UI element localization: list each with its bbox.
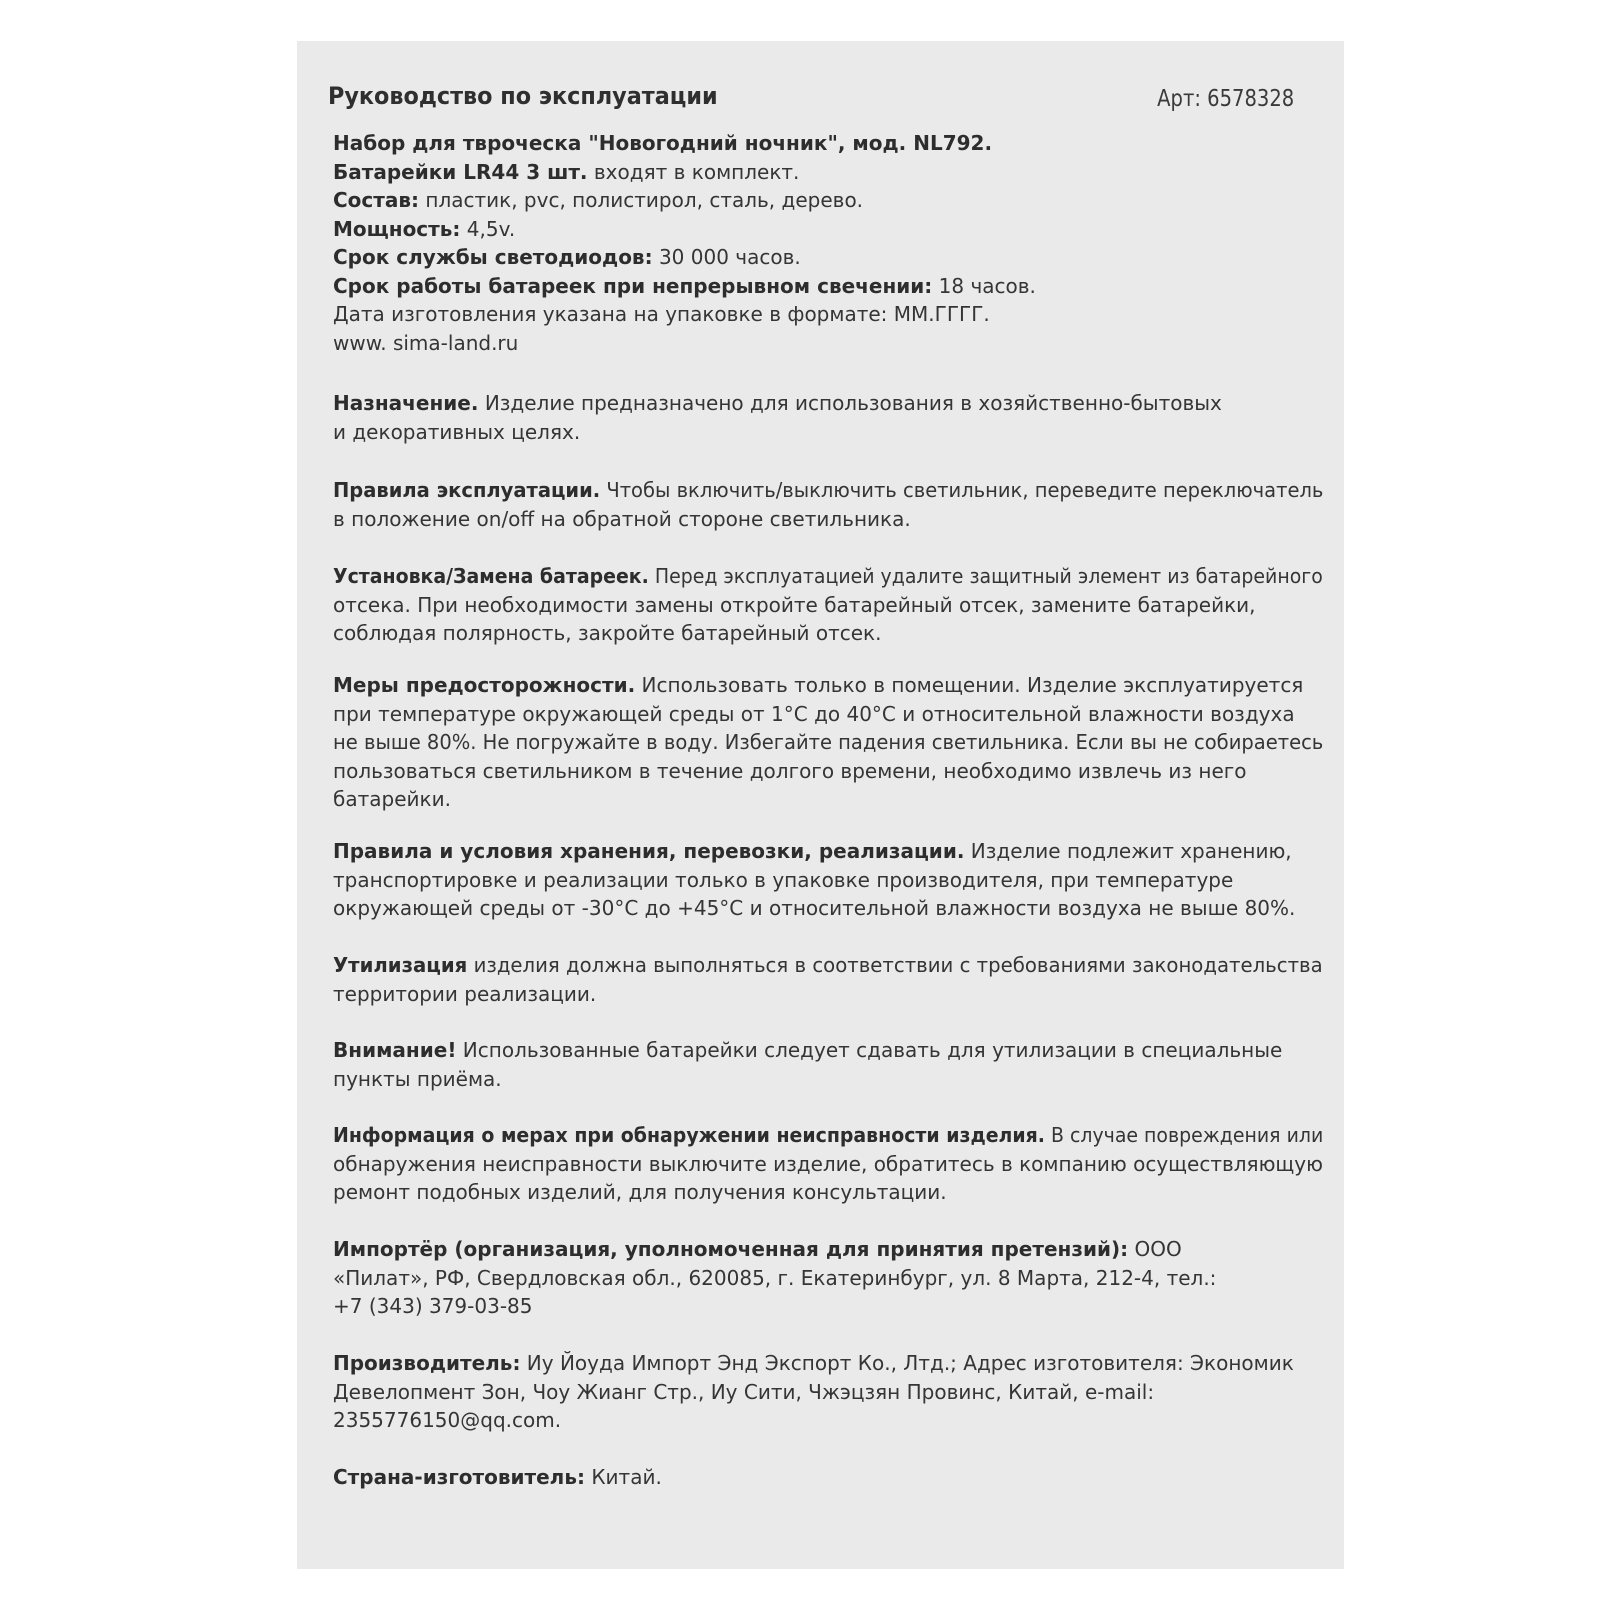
spec-text: www. sima-land.ru: [333, 330, 519, 355]
section-text: ООО: [1128, 1237, 1182, 1261]
section-text: изделия должна выполняться в соответствии с требованиями законодательства: [467, 953, 1323, 977]
section-importer: [333, 1235, 1323, 1321]
spec-text: Дата изготовления указана на упаковке в формате: ММ.ГГГГ.: [333, 302, 990, 326]
website: [333, 329, 1323, 358]
section-text: транспортировке и реализации только в упаковке производителя, при температуре: [333, 867, 1234, 892]
spec-line: [333, 158, 1323, 187]
section-text: соблюдая полярность, закройте батарейный отсек.: [333, 621, 882, 645]
section-text: 2355776150@qq.com.: [333, 1408, 562, 1432]
section-heading: Правила и условия хранения, перевозки, реализации.: [333, 839, 965, 863]
section-heading: Меры предосторожности.: [333, 673, 636, 697]
page-title: Руководство по эксплуатации: [328, 82, 718, 110]
section-precautions: [333, 671, 1323, 814]
section-attention: [333, 1036, 1323, 1093]
section-heading: Назначение.: [333, 391, 479, 415]
section-text: не выше 80%. Не погружайте в воду. Избегайте падения светильника. Если вы не собираетесь: [333, 730, 1324, 754]
section-text: Иу Йоуда Импорт Энд Экспорт Ко., Лтд.; Адрес изготовителя: Экономик: [520, 1351, 1294, 1375]
section-battery-replacement: [333, 562, 1323, 648]
section-heading: Импортёр (организация, уполномоченная для принятия претензий):: [333, 1237, 1129, 1261]
spec-line: [333, 186, 1323, 215]
section-country: [333, 1463, 1323, 1492]
spec-text: 18 часов.: [932, 273, 1036, 298]
section-text: батарейки.: [333, 787, 451, 811]
section-text: Перед эксплуатацией удалите защитный элемент из батарейного: [648, 564, 1323, 588]
section-text: отсека. При необходимости замены откройте батарейный отсек, замените батарейки,: [333, 592, 1256, 617]
section-heading: Внимание!: [333, 1038, 457, 1062]
section-text: ремонт подобных изделий, для получения консультации.: [333, 1180, 947, 1204]
spec-label: Срок службы светодиодов:: [333, 245, 653, 269]
section-heading: Установка/Замена батареек.: [333, 564, 649, 588]
section-heading: Информация о мерах при обнаружении неисправности изделия.: [333, 1123, 1045, 1147]
section-heading: Страна-изготовитель:: [333, 1465, 585, 1489]
article-number: Арт: 6578328: [1156, 86, 1294, 112]
section-text: В случае повреждения или: [1044, 1123, 1324, 1147]
section-text: Китай.: [584, 1465, 662, 1489]
section-text: обнаружения неисправности выключите изделие, обратитесь в компанию осуществляющую: [333, 1151, 1323, 1176]
spec-line: [333, 215, 1323, 244]
section-text: Использованные батарейки следует сдавать для утилизации в специальные: [456, 1038, 1283, 1062]
section-text: «Пилат», РФ, Свердловская обл., 620085, г. Екатеринбург, ул. 8 Марта, 212-4, тел.:: [333, 1265, 1217, 1290]
section-text: окружающей среды от -30°С до +45°С и относительной влажности воздуха не выше 80%.: [333, 896, 1296, 920]
spec-line: [333, 300, 1323, 329]
spec-label: Срок работы батареек при непрерывном свечении:: [333, 273, 933, 298]
spec-label: Состав:: [333, 188, 420, 212]
spec-line: [333, 243, 1323, 272]
spec-label: Набор для твроческа "Новогодний ночник", мод. NL792.: [333, 131, 993, 155]
section-text: Изделие предназначено для использования в хозяйственно-бытовых: [478, 391, 1222, 415]
section-text: территории реализации.: [333, 981, 597, 1006]
spec-text: пластик, pvc, полистирол, сталь, дерево.: [419, 188, 864, 212]
section-disposal: [333, 951, 1323, 1008]
section-heading: Производитель:: [333, 1351, 521, 1375]
section-heading: Правила эксплуатации.: [333, 478, 601, 502]
spec-text: входят в комплект.: [587, 159, 800, 184]
section-heading: Утилизация: [333, 953, 468, 977]
section-text: пользоваться светильником в течение долгого времени, необходимо извлечь из него: [333, 758, 1247, 783]
section-text: и декоративных целях.: [333, 419, 581, 444]
spec-text: 30 000 часов.: [652, 245, 801, 269]
spec-line: [333, 272, 1323, 301]
section-storage: [333, 837, 1323, 923]
section-text: при температуре окружающей среды от 1°С до 40°С и относительной влажности воздуха: [333, 701, 1295, 726]
section-text: Чтобы включить/выключить светильник, переведите переключатель: [600, 478, 1324, 502]
section-malfunction: [333, 1121, 1323, 1207]
section-text: в положение on/off на обратной стороне светильника.: [333, 506, 911, 531]
section-operation-rules: [333, 476, 1323, 533]
spec-label: Батарейки LR44 3 шт.: [333, 159, 588, 184]
section-text: пункты приёма.: [333, 1066, 502, 1091]
spec-label: Мощность:: [333, 216, 461, 241]
spec-text: 4,5v.: [460, 216, 516, 241]
section-text: Девелопмент Зон, Чоу Жианг Стр., Иу Сити, Чжэцзян Провинс, Китай, e-mail:: [333, 1379, 1155, 1404]
section-purpose: [333, 389, 1323, 446]
section-text: Использовать только в помещении. Изделие эксплуатируется: [635, 673, 1304, 697]
section-text: Изделие подлежит хранению,: [964, 839, 1292, 863]
section-manufacturer: [333, 1349, 1323, 1435]
spec-line: [333, 129, 1323, 158]
specs-block: [333, 129, 1323, 357]
section-text: +7 (343) 379-03-85: [333, 1294, 533, 1318]
